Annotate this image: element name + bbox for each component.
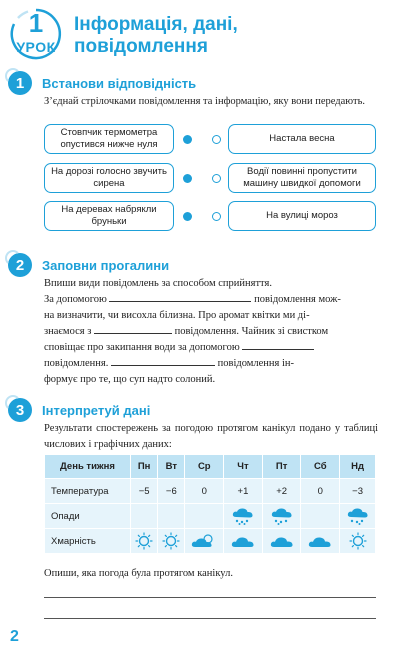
section-1-title: Встанови відповідність	[42, 75, 197, 91]
cloud-icon	[269, 534, 295, 548]
table-row	[45, 504, 376, 529]
match-right-1[interactable]: Настала весна	[228, 124, 376, 154]
cloud-icon	[307, 534, 333, 548]
partly-cloudy-icon	[191, 533, 217, 549]
temp-cell: −6	[158, 479, 185, 504]
header-day-label: День тижня	[45, 455, 131, 479]
match-right-3[interactable]: На вулиці мороз	[228, 201, 376, 231]
precip-cell	[262, 504, 301, 529]
temp-cell: −3	[340, 479, 376, 504]
section-1-instruction: З’єднай стрілочками повідомлення та інформацію, яку вони передають.	[44, 96, 366, 107]
snow-cloud-icon	[231, 507, 255, 525]
precip-cell	[131, 504, 158, 529]
blank-4[interactable]	[111, 356, 215, 366]
header-day: Вт	[158, 455, 185, 479]
cloud-cell	[131, 529, 158, 554]
cloud-cell	[185, 529, 224, 554]
header-day: Пн	[131, 455, 158, 479]
snow-cloud-icon	[346, 507, 370, 525]
header-day: Сб	[301, 455, 340, 479]
table-row	[45, 479, 376, 504]
section-3-header	[8, 397, 150, 423]
cloud-cell	[340, 529, 376, 554]
page-number: 2	[10, 628, 19, 645]
blank-3[interactable]	[242, 340, 314, 350]
temp-cell: 0	[301, 479, 340, 504]
section-2-number: 2	[8, 253, 32, 277]
match-left-dot-1[interactable]	[183, 135, 192, 144]
answer-line-2[interactable]	[44, 618, 376, 619]
answer-line-1[interactable]	[44, 597, 376, 598]
precip-cell	[340, 504, 376, 529]
sun-icon	[162, 532, 180, 550]
cloud-cell	[262, 529, 301, 554]
page-title: Інформація, дані, повідомлення	[74, 14, 238, 57]
temp-cell: +2	[262, 479, 301, 504]
match-left-dot-3[interactable]	[183, 212, 192, 221]
section-1-header	[8, 70, 196, 96]
cloud-icon	[230, 534, 256, 548]
match-left-dot-2[interactable]	[183, 174, 192, 183]
match-right-dot-3[interactable]	[212, 212, 221, 221]
section-2-header	[8, 252, 169, 278]
row-label-cloudiness: Хмарність	[45, 529, 131, 554]
match-right-dot-1[interactable]	[212, 135, 221, 144]
header-day: Пт	[262, 455, 301, 479]
header-day: Ср	[185, 455, 224, 479]
temp-cell: +1	[224, 479, 263, 504]
cloud-cell	[301, 529, 340, 554]
blank-2[interactable]	[94, 324, 172, 334]
section-3-question: Опиши, яка погода була протягом канікул.	[44, 568, 233, 579]
sun-icon	[135, 532, 153, 550]
section-1-number: 1	[8, 71, 32, 95]
lesson-number: 1	[28, 8, 44, 38]
row-label-precipitation: Опади	[45, 504, 131, 529]
row-label-temperature: Температура	[45, 479, 131, 504]
temp-cell: 0	[185, 479, 224, 504]
match-left-3[interactable]: На деревах набрякли бруньки	[44, 201, 174, 231]
section-3-intro: Результати спостережень за погодою протягом канікул подано у таблиці числових і графічних даних:	[44, 423, 378, 450]
section-3-title: Інтерпретуй дані	[42, 402, 151, 418]
precip-cell	[185, 504, 224, 529]
header-day: Нд	[340, 455, 376, 479]
weather-table	[44, 454, 376, 554]
precip-cell	[224, 504, 263, 529]
table-header-row	[45, 455, 376, 479]
match-left-1[interactable]: Стовпчик термометра опустився нижче нуля	[44, 124, 174, 154]
match-right-2[interactable]: Водії повинні пропустити машину швидкої допомоги	[228, 163, 376, 193]
precip-cell	[301, 504, 340, 529]
section-2-title: Заповни прогалини	[42, 257, 170, 273]
table-row	[45, 529, 376, 554]
sun-icon	[349, 532, 367, 550]
blank-1[interactable]	[109, 292, 251, 302]
lesson-word: УРОК	[16, 39, 56, 55]
section-2-text: Впиши види повідомлень за способом сприйняття. За допомогою повідомлення мож- на визначити, чи висохла білизна. Про аромат квітки ми ді- знаємося з повідомлення. Чайник зі свистком сповіщає про закипання води за допомогою повідомлення. повідомлення ін- формує про те, що суп надто солоний.	[44, 278, 341, 385]
lesson-badge	[8, 6, 64, 62]
cloud-cell	[224, 529, 263, 554]
precip-cell	[158, 504, 185, 529]
match-right-dot-2[interactable]	[212, 174, 221, 183]
header-day: Чт	[224, 455, 263, 479]
temp-cell: −5	[131, 479, 158, 504]
cloud-cell	[158, 529, 185, 554]
match-left-2[interactable]: На дорозі голосно звучить сирена	[44, 163, 174, 193]
section-3-number: 3	[8, 398, 32, 422]
snow-cloud-icon	[270, 507, 294, 525]
